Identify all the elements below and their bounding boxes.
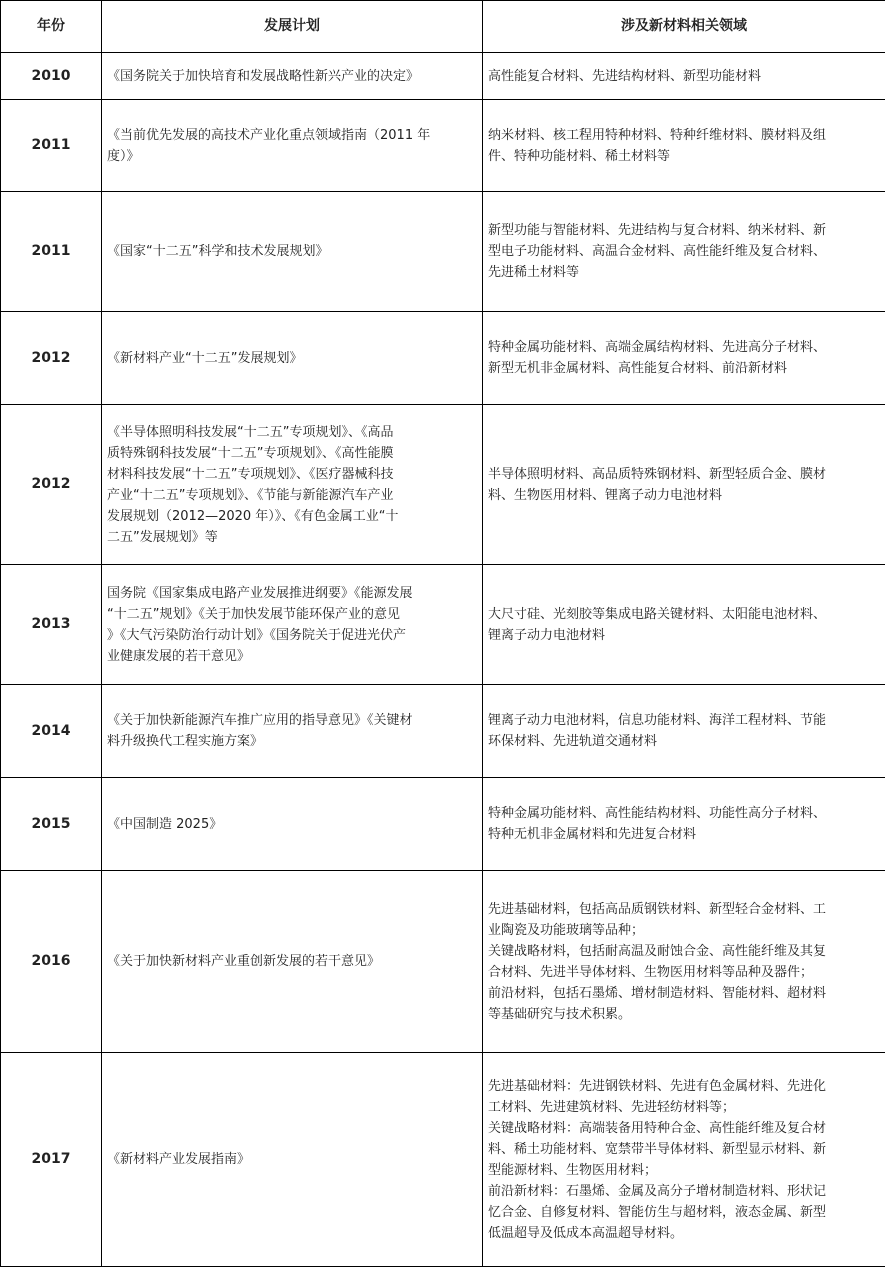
plan-text-line: 料升级换代工程实施方案》 (107, 734, 264, 749)
area-text-line: 锂离子动力电池材料，信息功能材料、海洋工程材料、节能 (488, 713, 827, 728)
header-year: 年份 (1, 1, 102, 53)
area-text-line: 特种金属功能材料、高性能结构材料、功能性高分子材料、 (488, 806, 827, 821)
plan-text-line: 《国家“十二五”科学和技术发展规划》 (107, 244, 329, 259)
area-text-line: 型电子功能材料、高温合金材料、高性能纤维及复合材料、 (488, 244, 827, 259)
plan-cell (102, 100, 483, 192)
area-cell (483, 53, 885, 100)
area-text-line: 忆合金、自修复材料、智能仿生与超材料，液态金属、新型 (488, 1204, 827, 1220)
header-area: 涉及新材料相关领域 (483, 1, 885, 53)
year-cell: 2011 (1, 192, 102, 312)
year-cell: 2014 (1, 685, 102, 778)
plan-text-line: 发展规划（2012—2020 年）》、《有色金属工业“十 (107, 508, 399, 524)
area-text-line: 特种金属功能材料、高端金属结构材料、先进高分子材料、 (488, 340, 827, 355)
year-cell: 2017 (1, 1053, 102, 1267)
area-text-line: 纳米材料、核工程用特种材料、特种纤维材料、膜材料及组 (488, 127, 827, 143)
plan-text-line: “十二五”规划》《关于加快发展节能环保产业的意见 (107, 606, 400, 622)
table-row (1, 405, 885, 565)
area-text-line: 低温超导及低成本高温超导材料。 (488, 1225, 684, 1241)
plan-cell (102, 1053, 483, 1267)
area-text-line: 大尺寸硅、光刻胶等集成电路关键材料、太阳能电池材料、 (488, 606, 827, 622)
area-text-line: 前沿材料，包括石墨烯、增材制造材料、智能材料、超材料 (488, 985, 827, 1001)
plan-cell (102, 871, 483, 1053)
area-text-line: 料、稀土功能材料、宽禁带半导体材料、新型显示材料、新 (488, 1141, 827, 1157)
plan-text-line: 《新材料产业“十二五”发展规划》 (107, 350, 303, 366)
year-cell: 2011 (1, 100, 102, 192)
table-row (1, 192, 885, 312)
area-cell (483, 1053, 885, 1267)
table-row (1, 312, 885, 405)
plan-cell (102, 685, 483, 778)
table-row (1, 685, 885, 778)
area-text-line: 半导体照明材料、高品质特殊钢材料、新型轻质合金、膜材 (488, 466, 827, 482)
area-cell (483, 312, 885, 405)
table-row (1, 871, 885, 1053)
area-text-line: 新型功能与智能材料、先进结构与复合材料、纳米材料、新 (488, 223, 827, 238)
table-row (1, 100, 885, 192)
plan-cell (102, 565, 483, 685)
area-text-line: 先进稀土材料等 (488, 265, 580, 280)
area-text-line: 件、特种功能材料、稀土材料等 (488, 148, 671, 164)
plan-text-line: 二五”发展规划》等 (107, 529, 218, 545)
year-cell: 2015 (1, 778, 102, 871)
year-cell: 2016 (1, 871, 102, 1053)
area-text-line: 高性能复合材料、先进结构材料、新型功能材料 (488, 68, 762, 84)
area-text-line: 锂离子动力电池材料 (488, 627, 606, 643)
area-text-line: 环保材料、先进轨道交通材料 (488, 734, 658, 749)
area-cell (483, 685, 885, 778)
area-text-line: 先进基础材料：先进钢铁材料、先进有色金属材料、先进化 (488, 1078, 827, 1094)
plan-text-line: 质特殊钢科技发展“十二五”专项规划》、《高性能膜 (107, 445, 394, 461)
plan-text-line: 业健康发展的若干意见》 (107, 648, 251, 664)
area-text-line: 前沿新材料：石墨烯、金属及高分子增材制造材料、形状记 (488, 1183, 827, 1199)
plan-text-line: 《半导体照明科技发展“十二五”专项规划》、《高品 (107, 424, 394, 440)
table-row (1, 565, 885, 685)
area-text-line: 工材料、先进建筑材料、先进轻纺材料等； (488, 1099, 736, 1115)
area-text-line: 料、生物医用材料、锂离子动力电池材料 (488, 487, 723, 503)
plan-text-line: 《关于加快新能源汽车推广应用的指导意见》《关键材 (107, 713, 413, 728)
plan-text-line: 材料科技发展“十二五”专项规划》、《医疗器械科技 (107, 466, 394, 482)
area-text-line: 先进基础材料，包括高品质钢铁材料、新型轻合金材料、工 (488, 901, 827, 917)
year-cell: 2012 (1, 405, 102, 565)
header-plan: 发展计划 (102, 1, 483, 53)
table-row (1, 53, 885, 100)
plan-text-line: 度）》 (107, 148, 140, 164)
area-cell (483, 100, 885, 192)
header-row (1, 1, 885, 53)
area-text-line: 等基础研究与技术积累。 (488, 1006, 632, 1022)
plan-cell (102, 778, 483, 871)
plan-text-line: 《中国制造 2025》 (107, 816, 223, 832)
table-row (1, 1053, 885, 1267)
plan-text-line: 《国务院关于加快培育和发展战略性新兴产业的决定》 (107, 68, 420, 84)
area-text-line: 新型无机非金属材料、高性能复合材料、前沿新材料 (488, 361, 788, 376)
table-row (1, 778, 885, 871)
area-text-line: 关键战略材料，包括耐高温及耐蚀合金、高性能纤维及其复 (488, 943, 827, 959)
area-cell (483, 192, 885, 312)
plan-text-line: 》《大气污染防治行动计划》《国务院关于促进光伏产 (107, 627, 407, 643)
area-text-line: 关键战略材料：高端装备用特种合金、高性能纤维及复合材 (488, 1120, 827, 1136)
plan-cell (102, 405, 483, 565)
area-cell (483, 405, 885, 565)
area-cell (483, 871, 885, 1053)
area-cell (483, 565, 885, 685)
year-cell: 2012 (1, 312, 102, 405)
area-text-line: 型能源材料、生物医用材料； (488, 1162, 658, 1178)
area-text-line: 业陶瓷及功能玻璃等品种； (488, 922, 645, 938)
plan-text-line: 《关于加快新材料产业重创新发展的若干意见》 (107, 954, 381, 969)
area-text-line: 特种无机非金属材料和先进复合材料 (488, 827, 697, 842)
plan-cell (102, 312, 483, 405)
plan-cell (102, 192, 483, 312)
year-cell: 2010 (1, 53, 102, 100)
plan-text-line: 国务院《国家集成电路产业发展推进纲要》《能源发展 (107, 585, 413, 601)
year-cell: 2013 (1, 565, 102, 685)
plan-text-line: 《新材料产业发展指南》 (107, 1152, 251, 1167)
area-cell (483, 778, 885, 871)
plan-cell (102, 53, 483, 100)
area-text-line: 合材料、先进半导体材料、生物医用材料等品种及器件； (488, 964, 814, 980)
plan-text-line: 产业“十二五”专项规划》、《节能与新能源汽车产业 (107, 487, 394, 503)
table-body (1, 53, 885, 1267)
plan-text-line: 《当前优先发展的高技术产业化重点领域指南（2011 年 (107, 127, 431, 143)
